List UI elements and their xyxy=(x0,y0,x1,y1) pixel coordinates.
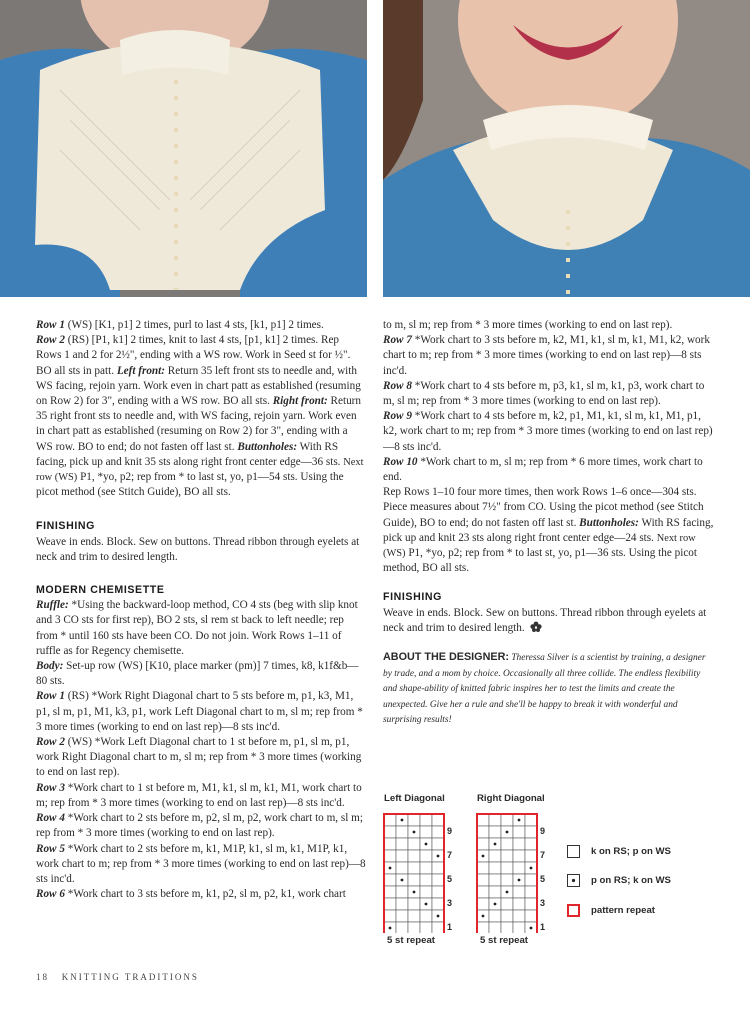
chart-cell xyxy=(513,910,525,922)
chart-cell xyxy=(489,910,501,922)
chart-cell xyxy=(396,886,408,898)
chart-cell xyxy=(525,874,537,886)
repeat-legend-swatch xyxy=(567,904,580,917)
left-diagonal-title: Left Diagonal xyxy=(384,793,445,804)
purl-dot xyxy=(482,915,485,918)
purl-dot xyxy=(413,831,416,834)
chart-cell xyxy=(477,898,489,910)
row-number: 3 xyxy=(540,898,546,908)
chart-cell xyxy=(408,874,420,886)
left-front-text: Return 35 left front sts to needle and, with WS facing, rejoin yarn. Work even in chart patt as established (resuming on Row 2) for 3", ending with a WS row. BO all sts. xyxy=(36,364,361,408)
purl-dot xyxy=(401,879,404,882)
chart-cell xyxy=(384,838,396,850)
chart-cell xyxy=(501,910,513,922)
row-number: 5 xyxy=(447,874,453,884)
row-text: (WS) *Work Left Diagonal chart to 1 st before m, p1, sl m, p1, work Right Diagonal chart to m, sl m; rep from * 3 more times (working to end on last rep). xyxy=(36,736,362,779)
modern-row-6 xyxy=(36,887,366,902)
chart-cell xyxy=(525,826,537,838)
chart-cell xyxy=(477,874,489,886)
chart-cell xyxy=(408,862,420,874)
chart-cell xyxy=(408,838,420,850)
modern-chemisette-heading: MODERN CHEMISETTE xyxy=(36,584,165,597)
chart-cell xyxy=(432,922,444,933)
purl-dot xyxy=(389,927,392,930)
body-paragraph xyxy=(36,659,366,689)
ruffle-label: Ruffle: xyxy=(36,599,69,612)
finishing-heading: FINISHING xyxy=(383,591,442,604)
next-row-label: Next row (WS) xyxy=(383,532,696,560)
purl-dot xyxy=(401,819,404,822)
row-2-paragraph xyxy=(36,333,366,500)
dot-icon xyxy=(568,875,579,886)
chart-cell xyxy=(420,874,432,886)
row-text: *Work chart to 3 sts before m, k2, M1, k1, sl m, k1, M1, k2, work chart to m; rep from * 3 more times (working to end on last rep)—8 sts inc'd. xyxy=(383,334,710,377)
designer-heading: ABOUT THE DESIGNER: xyxy=(383,651,509,664)
row-label: Row 2 xyxy=(36,736,65,749)
chart-cell xyxy=(396,862,408,874)
row-label: Row 4 xyxy=(36,812,65,825)
buttonholes-label: Buttonholes: xyxy=(237,440,298,453)
row-label: Row 9 xyxy=(383,410,412,423)
chart-cell xyxy=(396,922,408,933)
chart-cell xyxy=(432,886,444,898)
buttonholes-text-2: P1, *yo, p2; rep from * to last st, yo, p1—36 sts. Using the picot method, BO all sts. xyxy=(383,547,698,575)
chart-cell xyxy=(396,838,408,850)
chart-cell xyxy=(384,814,396,826)
row-label: Row 1 xyxy=(36,319,65,331)
row-text: *Work chart to 4 sts before m, k2, p1, M1, k1, sl m, k1, M1, p1, k2, work chart to m; rep from * 3 more times (working to end on last rep)—8 sts inc'd. xyxy=(383,410,713,453)
chart-cell xyxy=(408,910,420,922)
chart-cell xyxy=(513,886,525,898)
row-9-paragraph xyxy=(383,409,716,455)
repeat-paragraph xyxy=(383,485,716,576)
chart-cell xyxy=(384,850,396,862)
chart-cell xyxy=(420,910,432,922)
chart-cell xyxy=(384,874,396,886)
chart-cell xyxy=(477,826,489,838)
chart-cell xyxy=(501,874,513,886)
row-text: *Work chart to 2 sts before m, k1, M1P, k1, sl m, k1, M1P, k1, work chart to m; rep from * 3 more times (working to end on last rep)—8 sts inc'd. xyxy=(36,842,366,885)
knit-chemisette-photo xyxy=(0,0,367,297)
ruffle-text: *Using the backward-loop method, CO 4 sts (beg with slip knot and 3 CO sts for first rep), BO 2 sts, sl rem st back to left needle; rep from * until 160 sts have been CO. Do not join. Work Rows 1–11 of ruffle as for Regency chemisette. xyxy=(36,599,358,657)
chart-cell xyxy=(477,862,489,874)
row-number: 1 xyxy=(447,922,453,932)
purl-dot xyxy=(518,879,521,882)
knit-legend-label: k on RS; p on WS xyxy=(591,846,671,857)
row-label: Row 8 xyxy=(383,379,412,392)
buttonholes-label: Buttonholes: xyxy=(579,516,639,529)
repeat-text: Rep Rows 1–10 four more times, then work Rows 1–6 once—304 sts. Piece measures about 7½" from CO. Using the picot method (see Stitch Guide), BO to end; do not fasten off last st. xyxy=(383,486,704,529)
finishing-heading: FINISHING xyxy=(36,520,95,533)
chart-cell xyxy=(384,826,396,838)
chart-cell xyxy=(420,826,432,838)
purl-dot xyxy=(425,903,428,906)
chart-cell xyxy=(477,814,489,826)
chart-cell xyxy=(513,826,525,838)
modern-row-5 xyxy=(36,842,366,888)
chart-cell xyxy=(432,874,444,886)
right-column xyxy=(383,318,716,728)
page-footer xyxy=(36,972,199,982)
chart-cell xyxy=(525,898,537,910)
row-1-paragraph xyxy=(36,318,366,333)
body-label: Body: xyxy=(36,660,64,673)
chart-cell xyxy=(477,838,489,850)
purl-dot xyxy=(413,891,416,894)
chart-cell xyxy=(420,922,432,933)
chart-cell xyxy=(432,838,444,850)
purl-dot xyxy=(530,867,533,870)
row-text: (RS) *Work Right Diagonal chart to 5 sts before m, p1, k3, M1, p1, sl m, p1, M1, k3, p1, work Left Diagonal chart to m, sl m; rep from * 3 more times (working to end on last rep)—8 sts inc'd. xyxy=(36,690,363,733)
row-label: Row 3 xyxy=(36,781,65,794)
chart-cell xyxy=(420,814,432,826)
purl-dot xyxy=(530,927,533,930)
row-text: *Work chart to 2 sts before m, p2, sl m, p2, work chart to m, sl m; rep from * 3 more times (working to end on last rep). xyxy=(36,812,363,840)
row-label: Row 2 xyxy=(36,334,65,347)
chart-cell xyxy=(396,826,408,838)
left-diagonal-chart xyxy=(383,813,453,933)
chart-cell xyxy=(489,826,501,838)
chart-cell xyxy=(489,862,501,874)
row-number: 7 xyxy=(540,850,546,860)
finishing-paragraph xyxy=(383,606,716,636)
chart-cell xyxy=(408,814,420,826)
chart-cell xyxy=(477,886,489,898)
buttonholes-text-2: P1, *yo, p2; rep from * to last st, yo, p1—54 sts. Using the picot method (see Stitch Guide), BO all sts. xyxy=(36,471,344,499)
chart-cell xyxy=(513,838,525,850)
row-number: 9 xyxy=(540,826,546,836)
modern-row-3 xyxy=(36,781,366,811)
right-front-label: Right front: xyxy=(272,395,328,408)
chart-cell xyxy=(525,910,537,922)
chart-cell xyxy=(396,898,408,910)
continued-text: to m, sl m; rep from * 3 more times (working to end on last rep). xyxy=(383,319,673,331)
chart-cell xyxy=(489,886,501,898)
chart-cell xyxy=(489,874,501,886)
chart-cell xyxy=(513,862,525,874)
modern-row-4 xyxy=(36,811,366,841)
chart-cell xyxy=(420,850,432,862)
chart-cell xyxy=(384,910,396,922)
left-front-label: Left front: xyxy=(116,364,165,377)
flower-ornament-icon xyxy=(530,621,542,632)
left-repeat-label: 5 st repeat xyxy=(387,935,435,946)
buttonholes-text: With RS facing, pick up and knit 23 sts along right front center edge—24 sts. xyxy=(383,516,714,544)
repeat-legend-label: pattern repeat xyxy=(591,905,655,916)
next-row-label: Next row (WS) xyxy=(36,456,364,484)
row-label: Row 5 xyxy=(36,842,65,855)
page-number: 18 xyxy=(36,972,49,982)
chart-cell xyxy=(432,814,444,826)
purl-dot xyxy=(425,843,428,846)
right-diagonal-title: Right Diagonal xyxy=(477,793,545,804)
designer-paragraph xyxy=(383,650,716,728)
finishing-text: Weave in ends. Block. Sew on buttons. Thread ribbon through eyelets at neck and trim to desired length. xyxy=(383,606,707,634)
knit-legend-swatch xyxy=(567,845,580,858)
row-number: 3 xyxy=(447,898,453,908)
purl-dot xyxy=(494,903,497,906)
chart-cell xyxy=(432,898,444,910)
modern-row-2 xyxy=(36,735,366,781)
purl-dot xyxy=(437,915,440,918)
row-text: *Work chart to 1 st before m, M1, k1, sl m, k1, M1, work chart to m; rep from * 3 more times (working to end on last rep)—8 sts inc'd. xyxy=(36,781,362,809)
purl-legend-swatch xyxy=(567,874,580,887)
modern-row-1 xyxy=(36,689,366,735)
right-repeat-label: 5 st repeat xyxy=(480,935,528,946)
row-number: 1 xyxy=(540,922,546,932)
chart-cell xyxy=(384,898,396,910)
designer-bio: Theressa Silver is a scientist by training, a designer by trade, and a mom by choice. Occasionally all three collide. The endless flexibility and shape-ability of knitted fabric inspires her to test the limits and create the unexpected. Give her a rule and she'll be happy to break it with wonderful and surprising results! xyxy=(383,653,706,726)
chart-cell xyxy=(432,862,444,874)
chart-cell xyxy=(513,898,525,910)
chart-cell xyxy=(420,862,432,874)
row-7-paragraph xyxy=(383,333,716,379)
chart-cell xyxy=(396,910,408,922)
chart-cell xyxy=(420,886,432,898)
purl-dot xyxy=(389,867,392,870)
row-number: 7 xyxy=(447,850,453,860)
buttonholes-text: With RS facing, pick up and knit 35 sts along right front center edge—36 sts. xyxy=(36,440,344,468)
row-text: (WS) [K1, p1] 2 times, purl to last 4 sts, [k1, p1] 2 times. xyxy=(64,319,324,331)
chart-cell xyxy=(501,922,513,933)
left-column xyxy=(36,318,366,902)
row-number: 9 xyxy=(447,826,453,836)
chart-cell xyxy=(408,922,420,933)
chart-cell xyxy=(501,838,513,850)
chart-cell xyxy=(525,886,537,898)
chart-cell xyxy=(501,814,513,826)
right-diagonal-chart xyxy=(476,813,546,933)
chart-cell xyxy=(525,814,537,826)
chart-cell xyxy=(501,850,513,862)
purl-dot xyxy=(518,819,521,822)
row-text: *Work chart to m, sl m; rep from * 6 more times, work chart to end. xyxy=(383,455,703,484)
chart-cell xyxy=(489,814,501,826)
purl-dot xyxy=(506,891,509,894)
row-number: 5 xyxy=(540,874,546,884)
purl-legend-label: p on RS; k on WS xyxy=(591,875,671,886)
row-label: Row 6 xyxy=(36,888,65,901)
chart-cell xyxy=(408,898,420,910)
body-text: Set-up row (WS) [K10, place marker (pm)] 7 times, k8, k1f&b—80 sts. xyxy=(36,660,359,688)
chart-cell xyxy=(513,850,525,862)
chart-cell xyxy=(525,850,537,862)
purl-dot xyxy=(506,831,509,834)
chart-cell xyxy=(525,838,537,850)
chart-cell xyxy=(489,850,501,862)
row-text: (RS) [P1, k1] 2 times, knit to last 4 sts, [p1, k1] 2 times. Rep Rows 1 and 2 for 2½", ending with a WS row. Work in Seed st for ½". BO all sts in patt. xyxy=(36,334,351,377)
row-label: Row 1 xyxy=(36,690,65,703)
photo-regency-chemisette xyxy=(0,0,367,297)
row-text: *Work chart to 3 sts before m, k1, p2, sl m, p2, k1, work chart xyxy=(64,888,346,901)
right-front-text: Return 35 right front sts to needle and, with WS facing, rejoin yarn. Work even in chart patt as established (resuming on Row 2) for 3", ending with a WS row. BO to end; do not fasten off last st. xyxy=(36,395,361,453)
chart-cell xyxy=(432,826,444,838)
model-portrait-photo xyxy=(383,0,750,297)
chart-cell xyxy=(513,922,525,933)
chart-cell xyxy=(489,922,501,933)
chart-cell xyxy=(477,922,489,933)
row-text: *Work chart to 4 sts before m, p3, k1, sl m, k1, p3, work chart to m, sl m; rep from * 3 more times (working to end on last rep). xyxy=(383,379,705,408)
purl-dot xyxy=(494,843,497,846)
purl-dot xyxy=(482,855,485,858)
row-10-paragraph xyxy=(383,455,716,485)
row-label: Row 7 xyxy=(383,334,412,347)
ruffle-paragraph xyxy=(36,598,366,659)
photo-modern-chemisette xyxy=(383,0,750,297)
chart-cell xyxy=(408,850,420,862)
purl-dot xyxy=(437,855,440,858)
chart-cell xyxy=(501,862,513,874)
chart-cell xyxy=(501,898,513,910)
finishing-text: Weave in ends. Block. Sew on buttons. Thread ribbon through eyelets at neck and trim to desired length. xyxy=(36,535,360,563)
row-8-paragraph xyxy=(383,379,716,409)
chart-cell xyxy=(384,886,396,898)
magazine-name: KNITTING TRADITIONS xyxy=(61,972,199,982)
chart-cell xyxy=(396,850,408,862)
row-label: Row 10 xyxy=(383,455,418,468)
